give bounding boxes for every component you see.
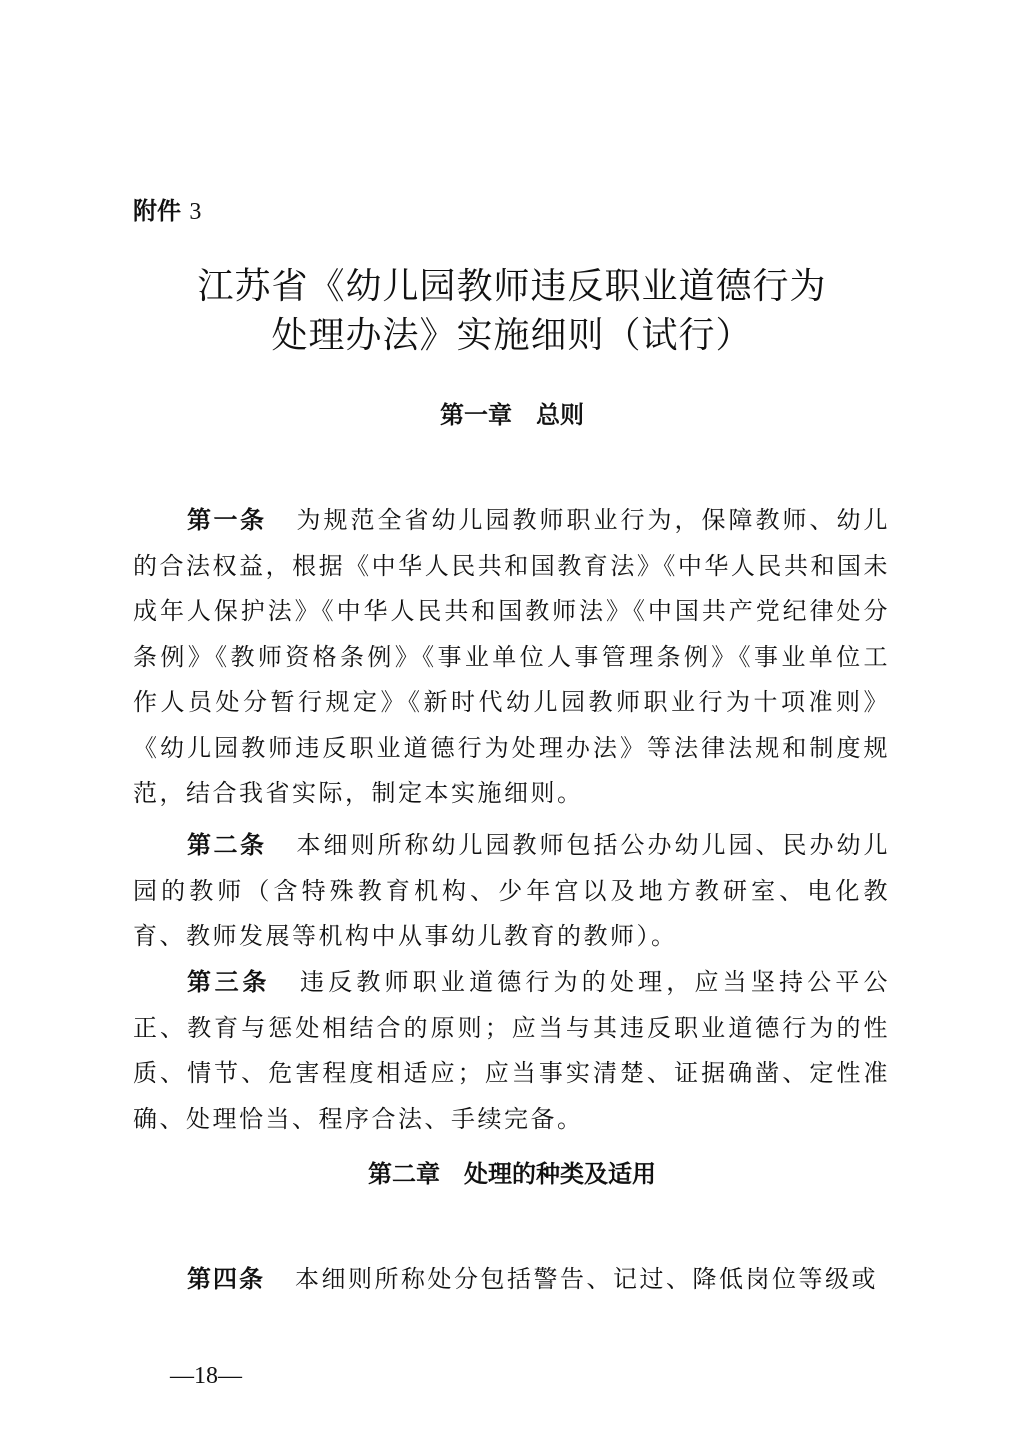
article-2 bbox=[133, 823, 890, 960]
article-1-label: 第一条 bbox=[187, 506, 267, 534]
article-3-label: 第三条 bbox=[187, 968, 271, 996]
attachment-label bbox=[133, 193, 201, 230]
article-4-text: 本细则所称处分包括警告、记过、降低岗位等级或 bbox=[295, 1265, 878, 1293]
document-title-line-1: 江苏省《幼儿园教师违反职业道德行为 bbox=[197, 266, 827, 307]
article-2-label: 第二条 bbox=[187, 831, 267, 859]
article-2-text: 本细则所称幼儿园教师包括公办幼儿园、民办幼儿园的教师（含特殊教育机构、少年宫以及地方教研室、电化教育、教师发展等机构中从事幼儿教育的教师）。 bbox=[133, 831, 890, 950]
chapter-2-heading: 第二章 处理的种类及适用 bbox=[368, 1160, 656, 1188]
attachment-text: 附件 bbox=[133, 197, 181, 225]
article-3 bbox=[133, 960, 890, 1142]
chapter-1-heading: 第一章 总则 bbox=[440, 401, 584, 429]
document-title-line-2: 处理办法》实施细则（试行） bbox=[271, 315, 753, 356]
article-1 bbox=[133, 498, 890, 817]
page-number: —18— bbox=[170, 1363, 242, 1389]
article-4-label: 第四条 bbox=[187, 1265, 265, 1293]
article-1-text: 为规范全省幼儿园教师职业行为，保障教师、幼儿的合法权益，根据《中华人民共和国教育法》《中华人民共和国未成年人保护法》《中华人民共和国教师法》《中国共产党纪律处分条例》《教师资格条例》《事业单位人事管理条例》《事业单位工作人员处分暂行规定》《新时代幼儿园教师职业行为十项准则》《幼儿园教师违反职业道德行为处理办法》等法律法规和制度规范，结合我省实际，制定本实施细则。 bbox=[133, 506, 890, 807]
article-3-text: 违反教师职业道德行为的处理，应当坚持公平公正、教育与惩处相结合的原则；应当与其违反职业道德行为的性质、情节、危害程度相适应；应当事实清楚、证据确凿、定性准确、处理恰当、程序合法、手续完备。 bbox=[133, 968, 891, 1133]
attachment-number: 3 bbox=[189, 199, 202, 225]
article-4 bbox=[133, 1257, 890, 1303]
